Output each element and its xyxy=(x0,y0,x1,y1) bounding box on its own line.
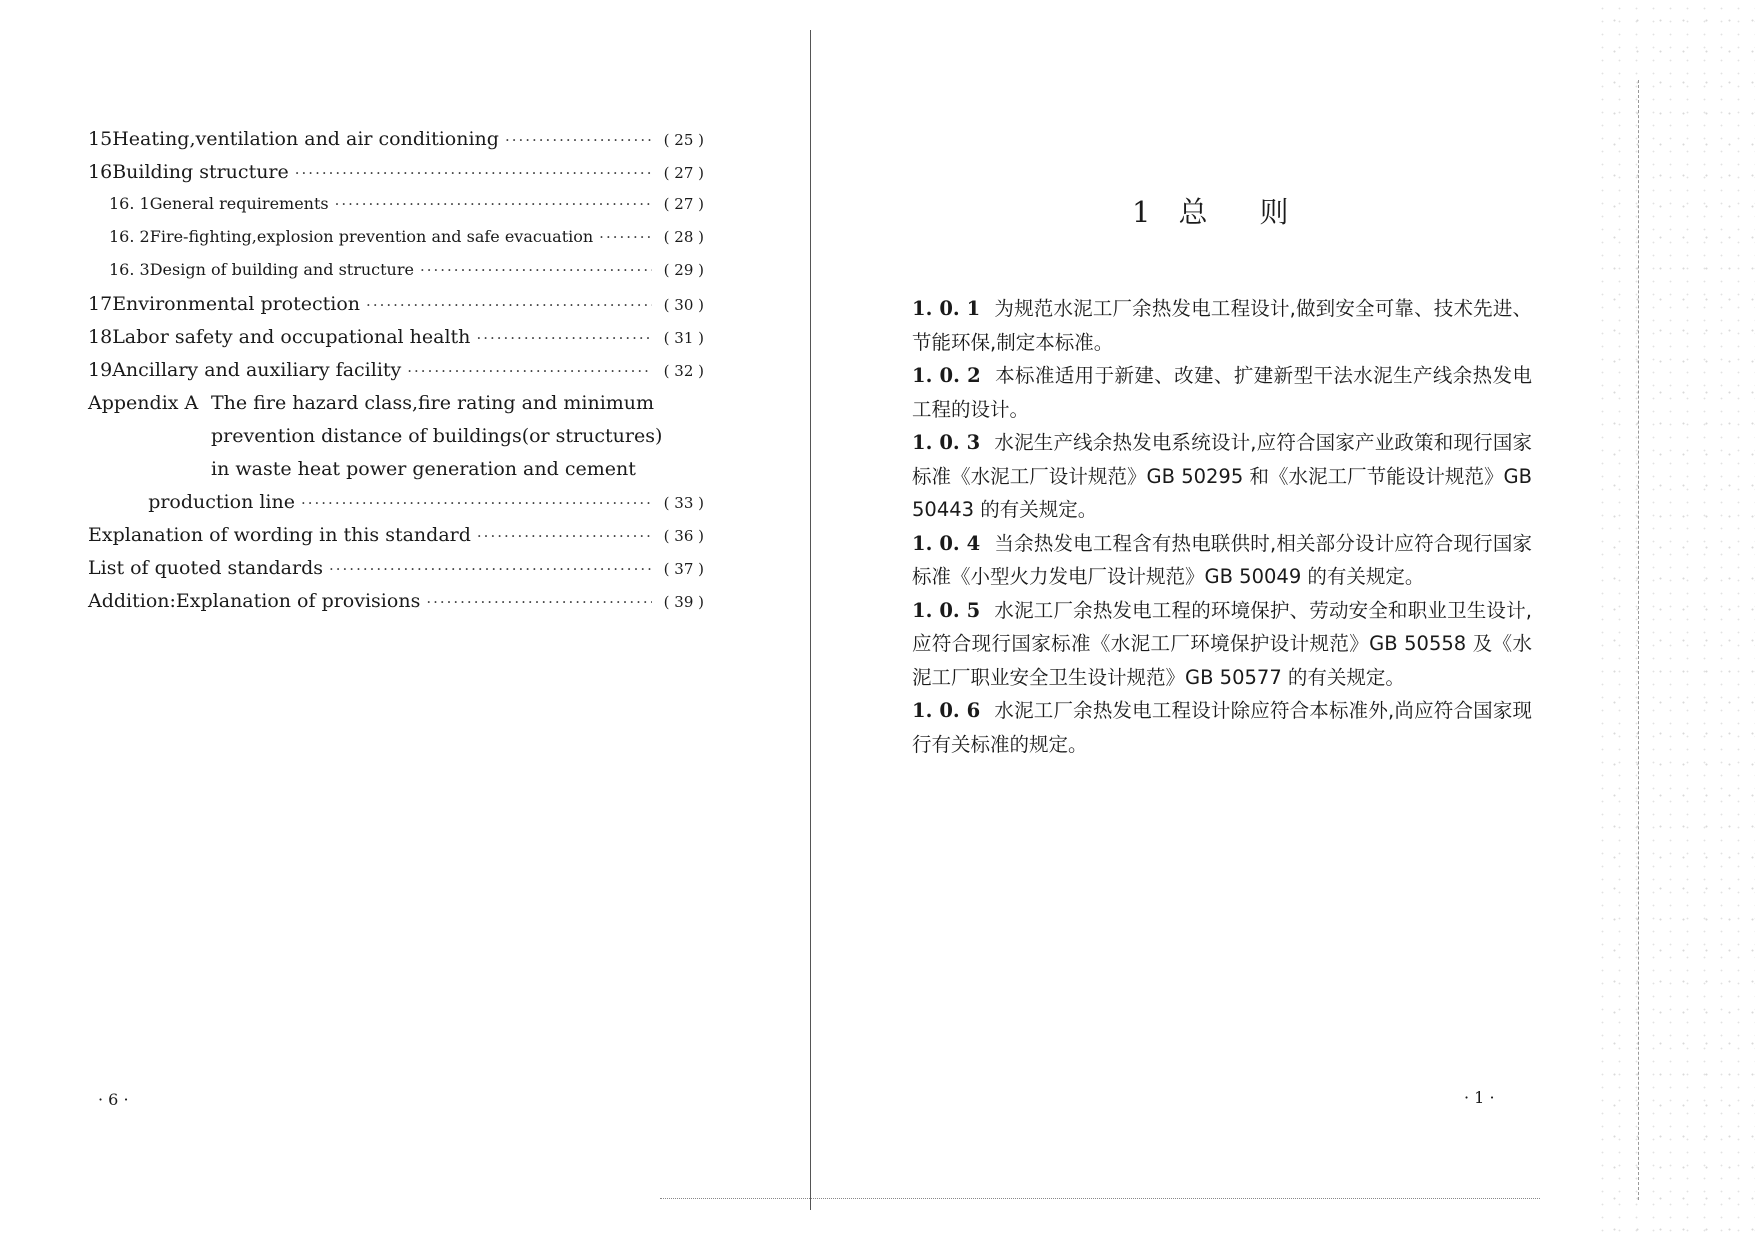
toc-entry[interactable] xyxy=(88,128,704,161)
toc-section-title: Explanation of wording in this standard xyxy=(88,524,471,546)
toc-page-number: ( 27 ) xyxy=(663,195,704,213)
clause-number: 1. 0. 3 xyxy=(912,431,981,454)
clause-number: 1. 0. 2 xyxy=(912,364,981,387)
toc-section-title: General requirements xyxy=(149,194,329,213)
toc-entry[interactable] xyxy=(88,293,704,326)
leader-dots xyxy=(426,593,652,611)
clause-number: 1. 0. 6 xyxy=(912,699,981,722)
toc-section-number: 15 xyxy=(88,128,113,150)
toc-section-number: 19 xyxy=(88,359,113,381)
toc-page-number: ( 29 ) xyxy=(663,261,704,279)
toc-entry[interactable] xyxy=(88,227,704,260)
clause-paragraph xyxy=(912,694,1532,761)
clause-paragraph xyxy=(912,594,1532,695)
toc-page-number: ( 33 ) xyxy=(663,494,704,512)
toc-page-number: ( 36 ) xyxy=(663,527,704,545)
toc-section-title: Heating,ventilation and air conditioning xyxy=(112,128,499,150)
leader-dots xyxy=(329,560,652,578)
toc-section-title: Building structure xyxy=(112,161,289,183)
toc-entry[interactable] xyxy=(88,524,704,557)
toc-section-title: Ancillary and auxiliary facility xyxy=(112,359,402,381)
leader-dots xyxy=(407,362,652,380)
chapter-number: 1 xyxy=(1132,195,1153,229)
leader-dots xyxy=(476,329,652,347)
toc-section-title: Design of building and structure xyxy=(149,260,414,279)
toc-page-number: ( 30 ) xyxy=(663,296,704,314)
clause-number: 1. 0. 1 xyxy=(912,297,981,320)
toc-page-number: ( 25 ) xyxy=(663,131,704,149)
toc-entry[interactable] xyxy=(88,326,704,359)
leader-dots xyxy=(420,261,652,279)
table-of-contents xyxy=(88,128,704,623)
clause-paragraph xyxy=(912,426,1532,527)
leader-dots xyxy=(477,527,652,545)
appendix-label: Appendix A xyxy=(88,392,199,414)
page-number-left: · 6 · xyxy=(98,1090,129,1109)
clause-text: 水泥工厂余热发电工程的环境保护、劳动安全和职业卫生设计,应符合现行国家标准《水泥工厂环境保护设计规范》GB 50558 及《水泥工厂职业安全卫生设计规范》GB 50577 的有关规定。 xyxy=(912,598,1532,689)
toc-section-title: Fire-fighting,explosion prevention and safe evacuation xyxy=(149,227,594,246)
clause-text: 水泥工厂余热发电工程设计除应符合本标准外,尚应符合国家现行有关标准的规定。 xyxy=(912,699,1532,756)
clause-list xyxy=(912,292,1532,761)
toc-section-number: 16. 3 xyxy=(109,260,150,279)
toc-appendix-a[interactable] xyxy=(88,392,704,524)
clause-paragraph xyxy=(912,359,1532,426)
toc-page-number: ( 37 ) xyxy=(663,560,704,578)
clause-text: 当余热发电工程含有热电联供时,相关部分设计应符合现行国家标准《小型火力发电厂设计规范》GB 50049 的有关规定。 xyxy=(912,531,1532,588)
toc-section-number: 16. 1 xyxy=(109,194,150,213)
toc-page-number: ( 27 ) xyxy=(663,164,704,182)
appendix-title-line: production line xyxy=(148,491,295,513)
right-page xyxy=(812,0,1755,1241)
toc-page-number: ( 28 ) xyxy=(663,228,704,246)
clause-text: 本标准适用于新建、改建、扩建新型干法水泥生产线余热发电工程的设计。 xyxy=(912,364,1532,421)
left-page xyxy=(0,0,810,1241)
clause-text: 为规范水泥工厂余热发电工程设计,做到安全可靠、技术先进、节能环保,制定本标准。 xyxy=(912,297,1532,354)
toc-entry[interactable] xyxy=(88,359,704,392)
toc-entry[interactable] xyxy=(88,557,704,590)
appendix-title-line: The fire hazard class,fire rating and minimum xyxy=(211,392,655,414)
leader-dots xyxy=(366,296,652,314)
toc-entry[interactable] xyxy=(88,161,704,194)
leader-dots xyxy=(505,131,652,149)
toc-section-number: 16 xyxy=(88,161,113,183)
toc-entry[interactable] xyxy=(88,194,704,227)
toc-section-title: Environmental protection xyxy=(112,293,361,315)
appendix-title-line: prevention distance of buildings(or structures) xyxy=(211,425,663,447)
toc-section-number: 18 xyxy=(88,326,113,348)
leader-dots xyxy=(295,164,652,182)
toc-section-number: 16. 2 xyxy=(109,227,150,246)
toc-section-number: 17 xyxy=(88,293,113,315)
toc-section-title: List of quoted standards xyxy=(88,557,323,579)
leader-dots xyxy=(335,195,652,213)
page-gutter xyxy=(810,30,811,1210)
toc-entry[interactable] xyxy=(88,260,704,293)
page-number-right: · 1 · xyxy=(1464,1088,1495,1107)
chapter-title: 总则 xyxy=(1178,195,1341,229)
clause-number: 1. 0. 4 xyxy=(912,531,981,555)
leader-dots xyxy=(599,228,652,246)
appendix-title-line: in waste heat power generation and cement xyxy=(211,458,636,480)
toc-page-number: ( 31 ) xyxy=(663,329,704,347)
leader-dots xyxy=(301,494,652,512)
toc-page-number: ( 32 ) xyxy=(663,362,704,380)
toc-page-number: ( 39 ) xyxy=(663,593,704,611)
chapter-heading xyxy=(1132,190,1340,231)
clause-text: 水泥生产线余热发电系统设计,应符合国家产业政策和现行国家标准《水泥工厂设计规范》GB 50295 和《水泥工厂节能设计规范》GB 50443 的有关规定。 xyxy=(912,431,1532,521)
toc-section-title: Addition:Explanation of provisions xyxy=(88,590,421,612)
clause-number: 1. 0. 5 xyxy=(912,598,981,622)
clause-paragraph xyxy=(912,527,1532,594)
toc-section-title: Labor safety and occupational health xyxy=(112,326,471,348)
clause-paragraph xyxy=(912,292,1532,359)
toc-entry[interactable] xyxy=(88,590,704,623)
